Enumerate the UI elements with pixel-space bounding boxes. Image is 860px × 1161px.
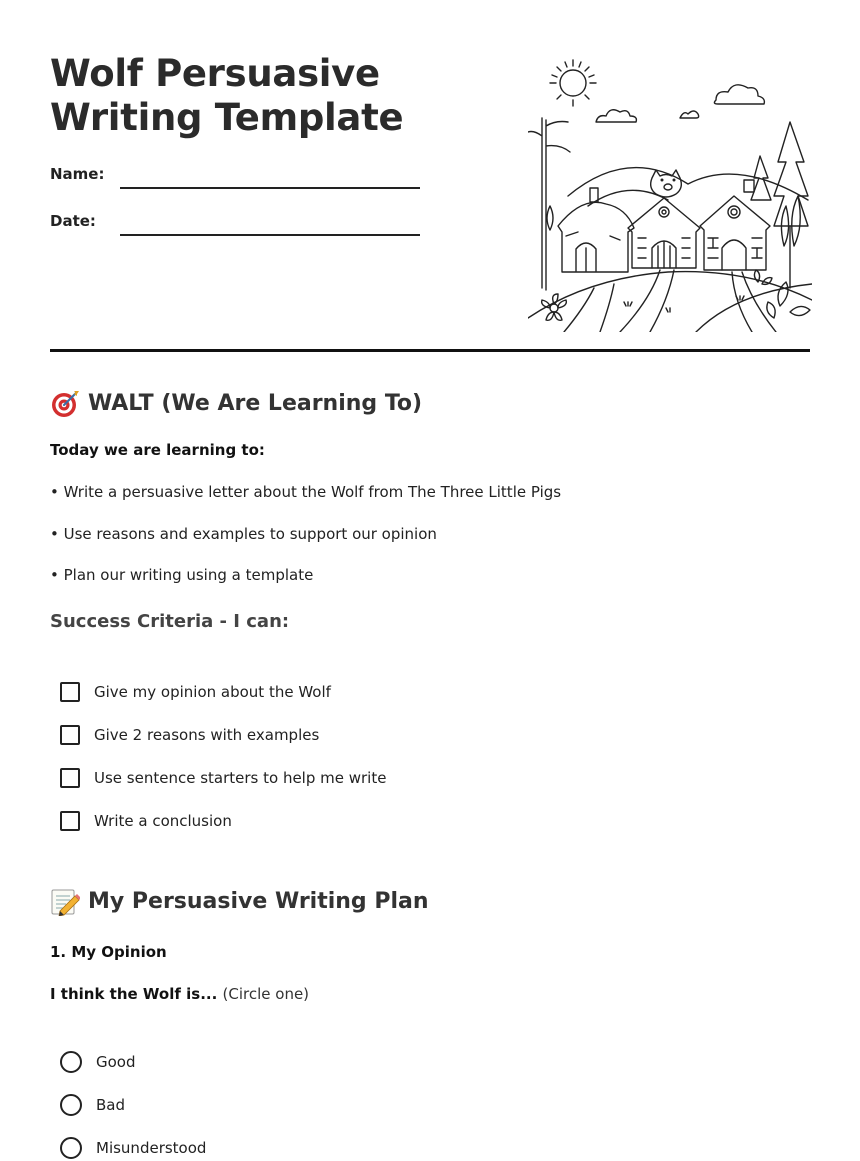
target-dart-icon [50, 388, 80, 418]
checkbox[interactable] [60, 682, 80, 702]
radio[interactable] [60, 1051, 82, 1073]
opinion-option[interactable] [60, 1051, 136, 1073]
opinion-option[interactable] [60, 1094, 125, 1116]
plan-heading-text: My Persuasive Writing Plan [88, 888, 429, 914]
plan-heading [50, 886, 429, 916]
success-criteria-item[interactable] [60, 811, 232, 831]
success-criteria-item[interactable] [60, 768, 386, 788]
worksheet-page [50, 0, 810, 1161]
radio[interactable] [60, 1137, 82, 1159]
success-criteria-item[interactable] [60, 725, 319, 745]
checkbox[interactable] [60, 811, 80, 831]
walt-item: • Plan our writing using a template [50, 566, 314, 584]
walt-item: • Use reasons and examples to support our opinion [50, 525, 437, 543]
opinion-option-label: Misunderstood [96, 1139, 207, 1157]
radio[interactable] [60, 1094, 82, 1116]
checkbox[interactable] [60, 768, 80, 788]
success-criteria-label: Give my opinion about the Wolf [94, 683, 331, 701]
walt-heading [50, 388, 422, 418]
name-field[interactable] [120, 187, 420, 189]
opinion-prompt-text: I think the Wolf is... [50, 985, 218, 1003]
success-criteria-item[interactable] [60, 682, 331, 702]
page-title: Wolf Persuasive Writing Template [50, 52, 404, 139]
memo-pencil-icon [50, 886, 80, 916]
walt-heading-text: WALT (We Are Learning To) [88, 390, 423, 416]
name-label: Name: [50, 165, 105, 183]
walt-item: • Write a persuasive letter about the Wolf from The Three Little Pigs [50, 483, 562, 501]
success-criteria-label: Use sentence starters to help me write [94, 769, 387, 787]
success-criteria-label: Write a conclusion [94, 812, 232, 830]
opinion-option-label: Bad [96, 1096, 126, 1114]
success-criteria-title: Success Criteria - I can: [50, 611, 290, 632]
walt-intro: Today we are learning to: [50, 441, 265, 459]
section-opinion-title: 1. My Opinion [50, 943, 167, 961]
opinion-prompt [50, 985, 309, 1003]
opinion-option-label: Good [96, 1053, 136, 1071]
three-little-pigs-houses-illustration [528, 56, 812, 332]
opinion-option[interactable] [60, 1137, 206, 1159]
date-label: Date: [50, 212, 96, 230]
success-criteria-label: Give 2 reasons with examples [94, 726, 320, 744]
opinion-prompt-note: (Circle one) [222, 985, 310, 1003]
header-divider [50, 349, 810, 352]
sun-icon [550, 60, 596, 106]
date-field[interactable] [120, 234, 420, 236]
checkbox[interactable] [60, 725, 80, 745]
